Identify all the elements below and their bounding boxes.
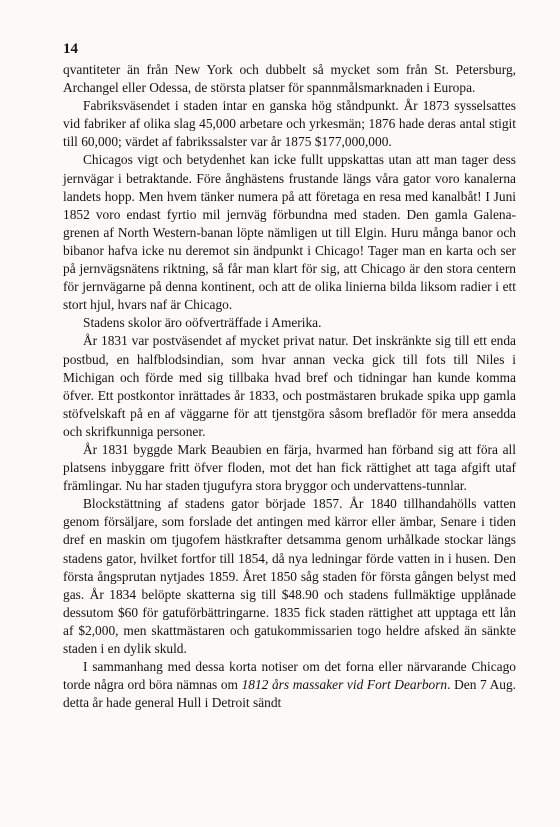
text-run: . Den 7 Aug. detta år hade general Hull i Detroit sändt xyxy=(63,677,516,711)
page-number: 14 xyxy=(63,41,78,57)
paragraph xyxy=(63,97,516,151)
paragraph xyxy=(63,658,516,712)
paragraph xyxy=(63,495,516,658)
body-text xyxy=(63,61,516,712)
text-run: Stadens skolor äro oöfverträffade i Amerika. xyxy=(83,315,322,331)
paragraph xyxy=(63,151,516,314)
text-run: År 1831 var postväsendet af mycket privat natur. Det inskränkte sig till ett enda postbud, en halfblodsindian, som hvar annan vecka gick till fots till Niles i Michigan och förde med sig tillbaka hvad bref och tidningar han kunde komma öfver. Ett postkontor inrättades år 1833, och postmästaren brukade spika upp gamla stöfvelskaft på en af väggarne för att tjenstgöra såsom brefladör för mera ansedda och skrifkunniga personer. xyxy=(63,333,516,439)
paragraph xyxy=(63,332,516,441)
text-run: Chicagos vigt och betydenhet kan icke fullt uppskattas utan att man tager dess jernvägar i betraktande. Före ånghästens frustande längs våra gator voro kanalerna landets hopp. Men hvem tänker numera på att företaga en resa med kanalbåt! I Juni 1852 voro endast fyrtio mil jernväg förbundna med staden. Den gamla Galena-grenen af North Western-banan löpte nämligen ut till Elgin. Huru många banor och bibanor hafva icke nu deremot sin ändpunkt i Chicago! Tager man en karta och ser på jernvägsnätens riktning, så får man klart för sig, att Chicago är den stora centern för jernvägarne på denna kontinent, och att de olika linierna bilda liksom radier i ett stort hjul, hvars naf är Chicago. xyxy=(63,152,516,313)
text-run: Fabriksväsendet i staden intar en ganska hög ståndpunkt. År 1873 sysselsattes vid fabriker af olika slag 45,000 arbetare och yrkesmän; 1876 hade deras antal stigit till 60,000; värdet af fabrikssalster var år 1875 $177,000,000. xyxy=(63,98,516,150)
paragraph xyxy=(63,314,516,332)
paragraph xyxy=(63,441,516,495)
text-run: I sammanhang med dessa korta notiser om det forna eller närvarande Chicago torde några ord böra nämnas om xyxy=(63,659,516,693)
text-run: qvantiteter än från New York och dubbelt så mycket som från St. Petersburg, Archangel eller Odessa, de största platser för spannmålsmarknaden i Europa. xyxy=(63,62,516,96)
paragraph xyxy=(63,61,516,97)
italic-phrase: 1812 års massaker vid Fort Dearborn xyxy=(241,677,448,693)
text-run: Blockstättning af stadens gator började 1857. År 1840 tillhandahölls vatten genom försäljare, som forslade det antingen med kärror eller ämbar, Senare i tiden dref en maskin om tjugofem hästkrafter detsamma genom urhålkade stockar längs stadens gator, hvilket fortfor till 1854, då nya ledningar förde vatten in i husen. Den första ångsprutan nytjades 1859. Året 1850 såg staden för första gången belyst med gas. År 1834 belöpte skatterna sig till $48.90 och stadens fullmäktige upplånade dessutom $60 för gatuförbättringarne. 1835 fick staden rättighet att upptaga ett lån af $2,000, men skattmästaren och gatukommissarien togo heldre afsked än sänkte staden i en dylik skuld. xyxy=(63,496,516,656)
text-run: År 1831 byggde Mark Beaubien en färja, hvarmed han förband sig att föra all platsens inbyggare fritt öfver floden, mot det han fick rättighet att taga afgift utaf främlingar. Nu har staden tjugufyra stora bryggor och undervattens-tunnlar. xyxy=(63,441,516,494)
